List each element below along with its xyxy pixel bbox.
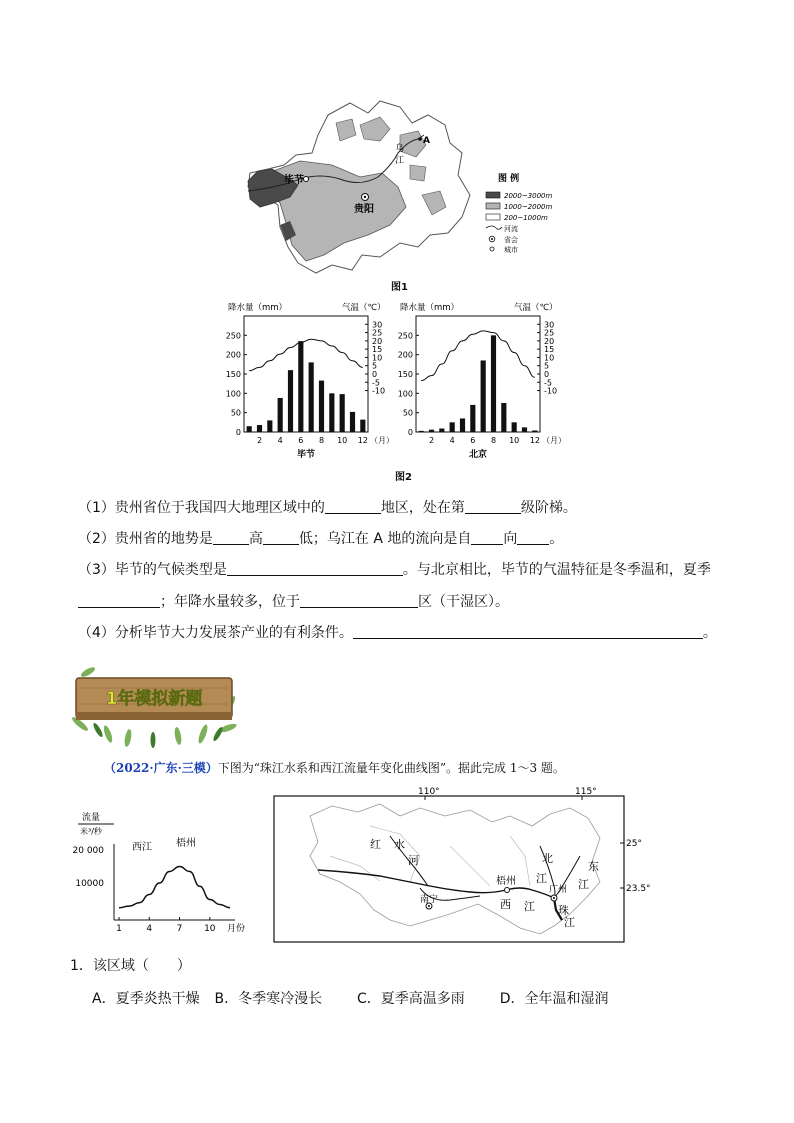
month-tick-label: 10 [509,436,520,445]
label-jiang1: 江 [524,900,535,913]
flow-chart [70,810,250,945]
flow-tick-label: 10000 [75,879,104,889]
climate-charts [226,298,586,463]
answer-blank[interactable] [471,530,503,545]
question-2: （2）贵州省的地势是 高 低；乌江在 A 地的流向是自 向 。 [78,531,564,547]
precip-bar [360,420,365,432]
lon-115: 115° [575,787,597,797]
month-tick-label: 6 [470,436,476,445]
precip-bar [501,403,506,432]
temp-tick-label: 25 [372,328,383,338]
temp-axis-title: 气温（℃） [514,303,558,313]
option-a[interactable]: A．夏季炎热干燥 [92,991,200,1007]
temp-tick-label: 30 [544,320,555,330]
question-3-cont: ；年降水量较多，位于 区（干湿区）。 [78,592,509,612]
precip-bar [350,412,355,432]
answer-blank[interactable] [213,530,249,545]
map-legend [486,172,552,254]
temp-tick-label: 15 [372,345,383,355]
precip-bar [288,370,293,432]
temp-tick-label: 0 [372,370,378,379]
month-unit: 月份 [227,924,246,934]
precip-tick-label: 150 [225,370,241,379]
pearl-river-map [270,786,651,946]
flow-axis-unit: 米³/秒 [80,827,102,836]
precip-tick-label: 50 [230,408,241,418]
intro-text: 下图为“珠江水系和西江流量年变化曲线图”。据此完成 1～3 题。 [217,761,565,775]
precip-bar [278,398,283,432]
precip-bar [470,405,475,432]
temp-axis-title: 气温（℃） [342,303,386,313]
fig1-caption: 图1 [391,282,408,293]
guizhou-map [240,95,570,280]
precip-bar [419,431,424,432]
question-4: （4）分析毕节大力发展茶产业的有利条件。 。 [78,625,717,641]
answer-blank[interactable] [465,499,521,514]
label-nanning: 南宁 [420,895,439,905]
legend-item: 河流 [504,225,518,233]
temp-tick-label: 25 [544,328,555,338]
answer-blank[interactable] [78,593,160,608]
precip-bar [532,430,537,432]
precip-bar [512,422,517,432]
station-name: 毕节 [296,450,316,460]
precip-bar [429,430,434,432]
flow-line [119,867,230,908]
month-tick-label: 8 [490,436,497,445]
temp-line [249,339,363,370]
precip-bar [450,422,455,432]
answer-blank[interactable] [517,530,549,545]
label-bei: 北 [542,852,553,865]
legend-item: 1000~2000m [504,203,553,211]
month-tick-label: 12 [357,436,368,445]
precip-bar [298,341,303,432]
bijie-city-icon [304,177,309,182]
month-tick-label: 4 [277,436,283,445]
banner-text: 1年模拟新题 [105,689,203,709]
label-guangzhou: 广州 [549,885,568,895]
answer-blank[interactable] [227,561,403,576]
answer-blank[interactable] [263,530,299,545]
precip-tick-label: 250 [225,331,241,341]
flow-tick-label: 20 000 [72,846,104,856]
fig2-caption: 图2 [395,472,412,483]
source-tag: （2022·广东·三模） [104,761,218,775]
label-xi: 西 [500,898,511,911]
temp-tick-label: 20 [544,336,555,346]
mcq-options [92,988,608,1008]
precip-tick-label: 200 [397,350,413,360]
label-shui: 水 [394,838,405,851]
month-tick-label: 4 [146,924,153,934]
temp-tick-label: 20 [372,336,383,346]
month-tick-label: 4 [449,436,455,445]
label-zhu: 珠 [558,904,569,917]
question-3: （3）毕节的气候类型是 。与北京相比，毕节的气温特征是冬季温和，夏季 [78,562,711,578]
option-b[interactable]: B．冬季寒冷漫长 [214,991,323,1007]
section-banner [68,664,243,749]
climate-chart-bijie [226,302,394,460]
month-unit: （月） [542,436,566,445]
precip-bar [460,418,465,432]
label-jiang3: 江 [564,916,575,929]
temp-tick-label: 10 [544,353,555,363]
flow-axis-title: 流量 [82,813,101,823]
label-hong: 红 [370,838,381,851]
month-tick-label: 10 [337,436,348,445]
point-a-label: A [423,136,430,146]
precip-tick-label: 250 [397,331,413,341]
precip-bar [309,362,314,432]
temp-tick-label: 15 [544,345,555,355]
precip-tick-label: 150 [397,370,413,379]
answer-blank[interactable] [300,593,418,608]
month-tick-label: 12 [529,436,540,445]
guiyang-label: 贵阳 [354,204,374,215]
temp-tick-label: 5 [544,361,550,371]
legend-item: 省会 [504,236,518,244]
precip-tick-label: 100 [397,389,413,399]
label-he: 河 [408,854,419,867]
precip-axis-title: 降水量（mm） [228,303,288,313]
temp-tick-label: -5 [372,378,380,388]
temp-line [421,331,535,381]
month-tick-label: 10 [204,924,216,934]
label-wuzhou: 梧州 [176,838,196,849]
month-tick-label: 8 [318,436,325,445]
legend-item: 2000~3000m [504,192,553,200]
lat-25: 25° [626,839,642,849]
option-c[interactable]: C．夏季高温多雨 [357,991,465,1007]
precip-bar [522,427,527,432]
precip-tick-label: 0 [235,428,241,437]
lat-23-5: 23.5° [626,884,651,894]
bijie-label: 毕节 [284,175,304,186]
wu-label: 乌 [395,144,405,154]
precip-tick-label: 0 [407,428,413,437]
climate-chart-beijing [398,302,566,460]
legend-item: 城市 [504,246,518,254]
precip-axis-title: 降水量（mm） [400,303,460,313]
temp-tick-label: 0 [544,370,550,379]
label-jiang4: 江 [578,878,589,891]
temp-tick-label: 5 [372,361,378,371]
precip-bar [340,394,345,432]
station-name: 北京 [468,450,488,460]
precip-tick-label: 100 [225,389,241,399]
month-unit: （月） [370,436,394,445]
temp-tick-label: 10 [372,353,383,363]
temp-tick-label: -5 [544,378,552,388]
precip-bar [439,429,444,432]
precip-bar [257,425,262,432]
precip-bar [319,381,324,432]
temp-tick-label: -10 [544,386,558,396]
precip-bar [267,420,272,432]
precip-bar [329,393,334,432]
lon-110: 110° [418,787,440,797]
precip-tick-label: 200 [225,350,241,360]
intro-line [104,759,565,776]
month-tick-label: 2 [428,436,435,445]
month-tick-label: 2 [256,436,263,445]
answer-blank[interactable] [325,499,381,514]
label-wuzhou: 梧州 [496,876,516,887]
jiang-label: 江 [395,156,405,166]
precip-bar [481,360,486,432]
question-1: （1）贵州省位于我国四大地理区域中的 地区，处在第 级阶梯。 [78,500,577,516]
mcq-stem: 1．该区域（ ） [70,958,191,974]
temp-tick-label: 30 [372,320,383,330]
temp-tick-label: -10 [372,386,386,396]
label-jiang2: 江 [536,872,547,885]
answer-blank[interactable] [353,624,703,639]
legend-item: 200~1000m [504,214,548,222]
month-tick-label: 1 [116,924,122,934]
precip-bar [247,426,252,432]
precip-bar [491,335,496,432]
legend-title: 图 例 [498,174,520,184]
month-tick-label: 6 [298,436,304,445]
plot-frame [244,316,368,432]
label-xijiang: 西江 [132,842,152,853]
precip-tick-label: 50 [402,408,413,418]
label-dong: 东 [588,860,599,873]
month-tick-label: 7 [176,924,183,934]
option-d[interactable]: D．全年温和湿润 [499,991,609,1007]
